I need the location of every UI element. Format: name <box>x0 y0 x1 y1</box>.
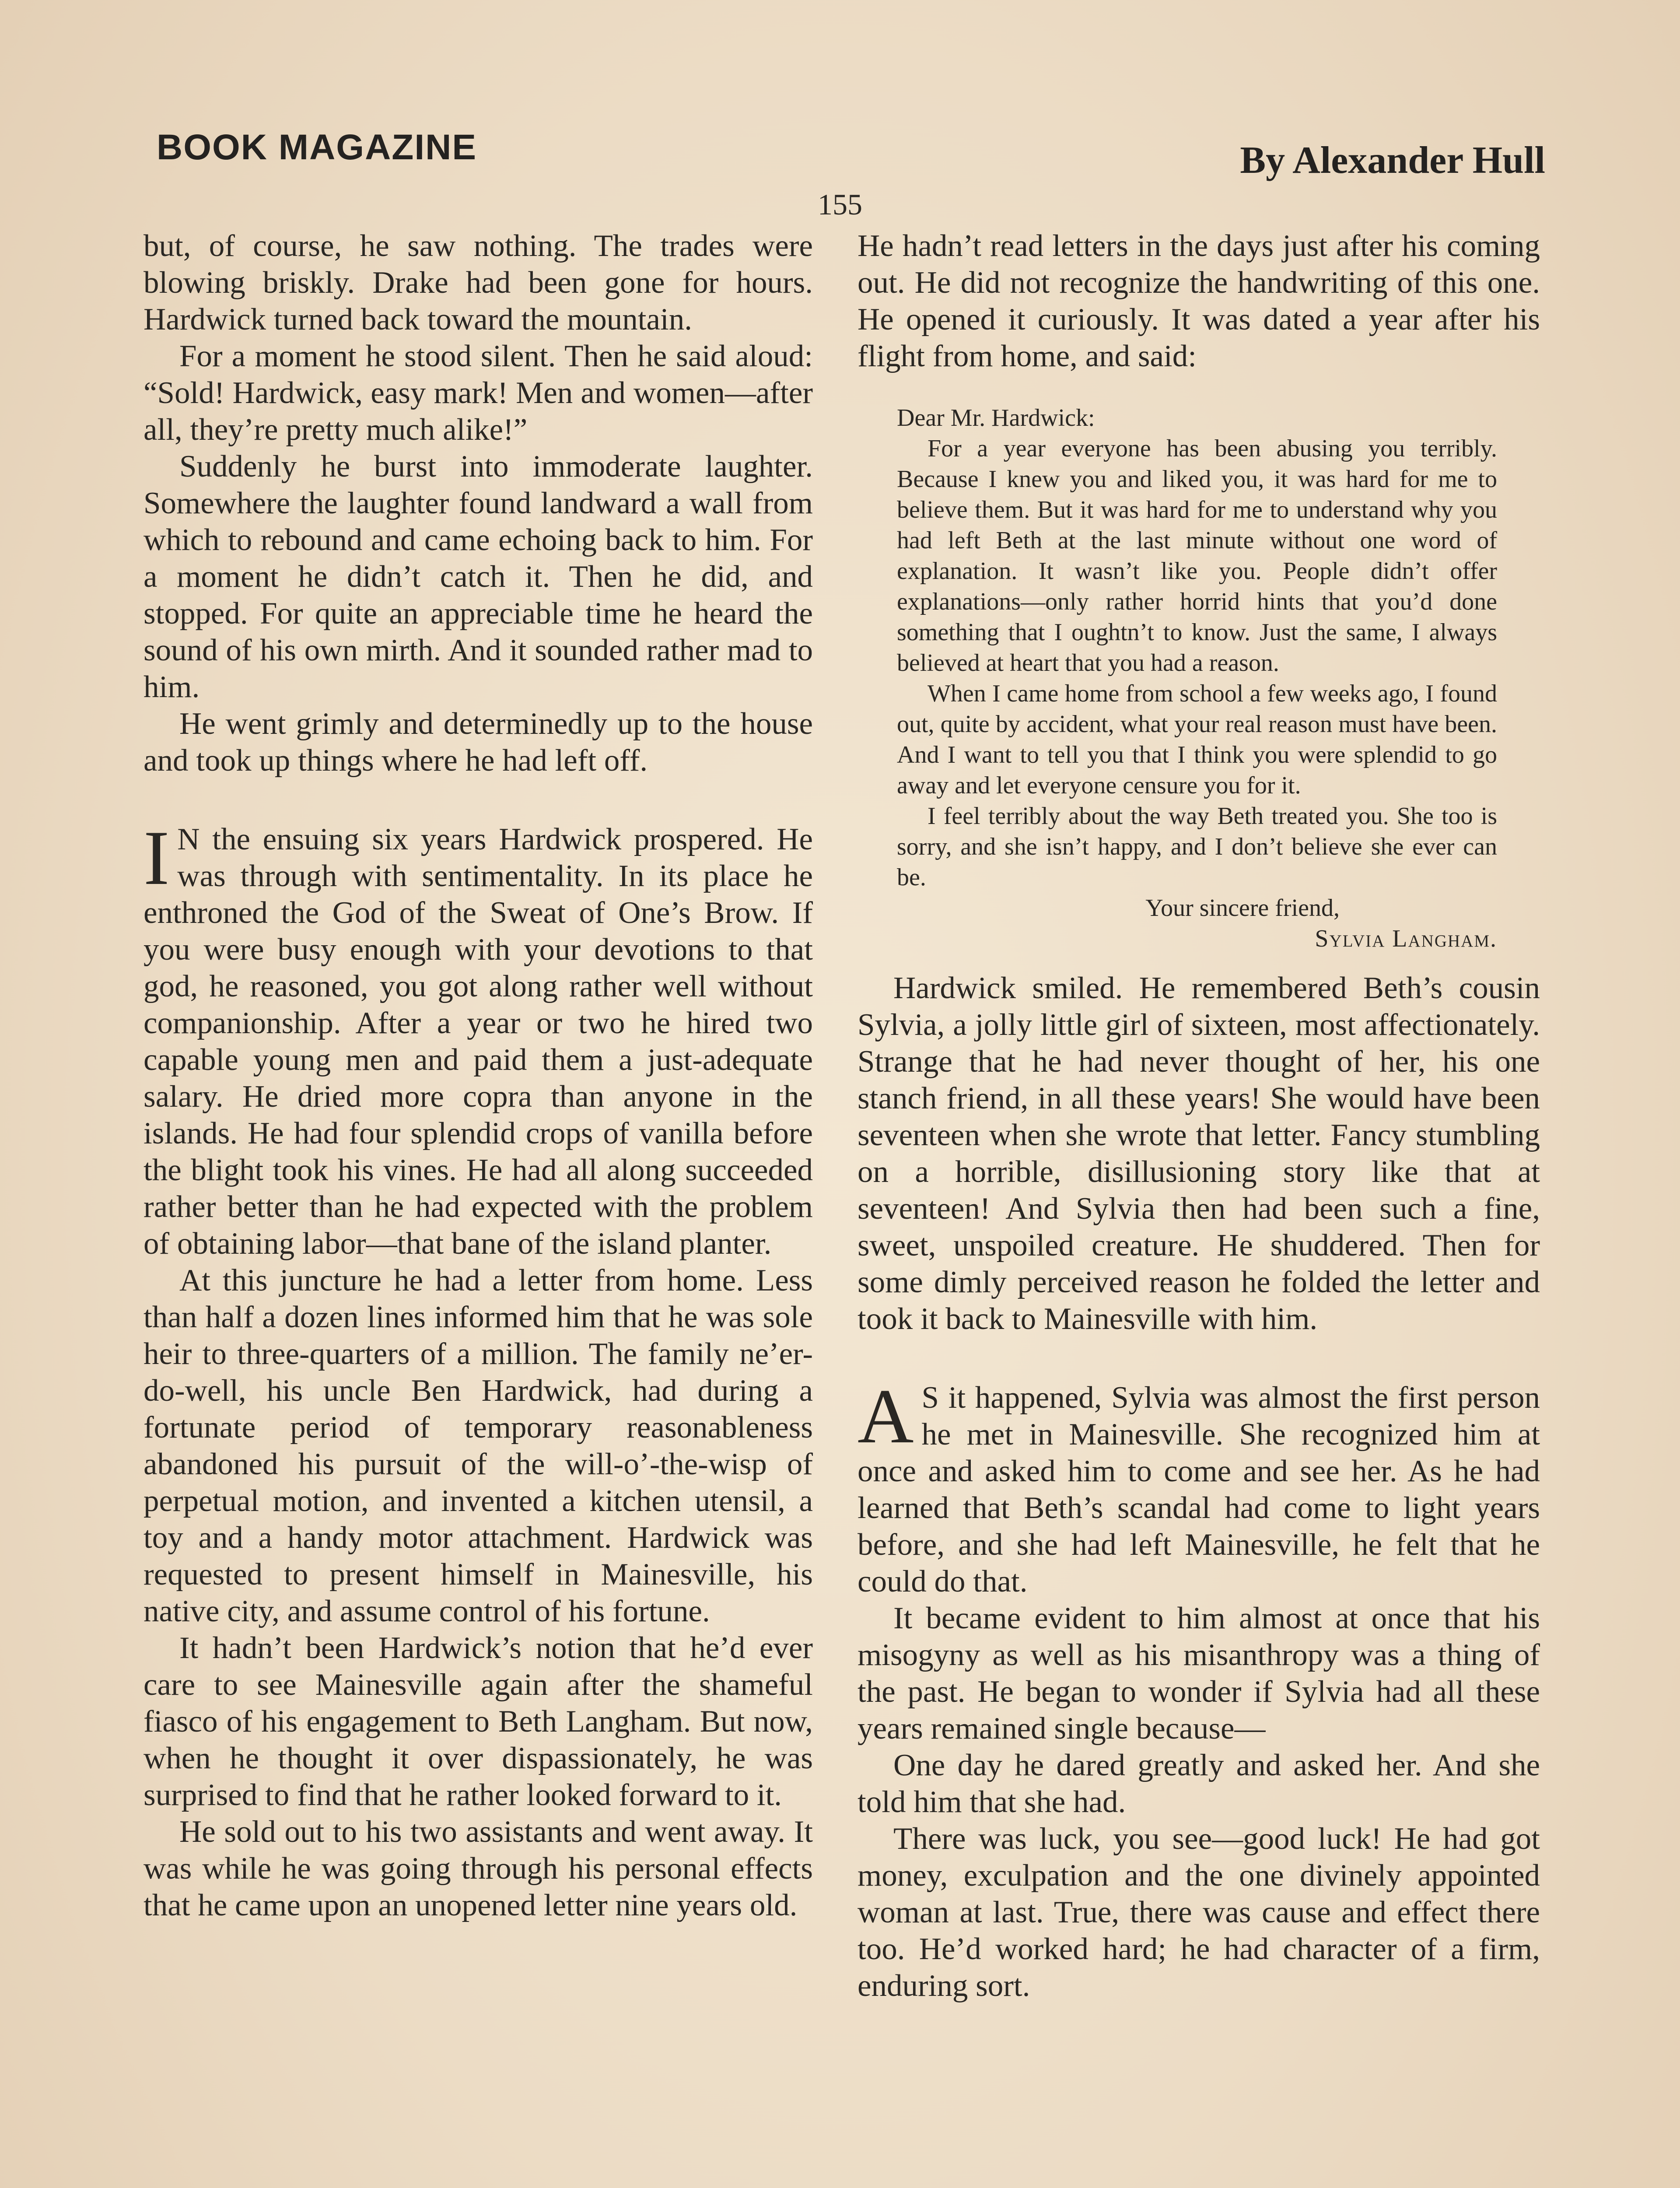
author-byline: By Alexander Hull <box>1240 139 1545 182</box>
quoted-letter <box>897 403 1497 954</box>
section-break <box>858 1337 1540 1379</box>
letter-greeting: Dear Mr. Hardwick: <box>897 404 1095 431</box>
drop-cap: I <box>144 814 170 901</box>
paragraph: He sold out to his two assistants and went away. It was while he was going through his personal effects that he came upon an unopened letter nine years old. <box>144 1815 813 1922</box>
letter-closing: Your sincere friend, <box>1145 894 1340 922</box>
letter-paragraph: I feel terribly about the way Beth treated you. She too is sorry, and she isn’t happy, and I don’t believe she ever can be. <box>897 803 1497 891</box>
paragraph: For a moment he stood silent. Then he said aloud: “Sold! Hardwick, easy mark! Men and women—after all, they’re pretty much alike!” <box>144 339 813 447</box>
letter-paragraph: For a year everyone has been abusing you terribly. Because I knew you and liked you, it was hard for me to believe them. But it was hard for me to understand why you had left Beth at the last minute without one word of explanation. It wasn’t like you. People didn’t offer explanations—only rather horrid hints that you’d done something that I oughtn’t to know. Just the same, I always believed at heart that you had a reason. <box>897 435 1497 677</box>
paragraph: but, of course, he saw nothing. The trades were blowing briskly. Drake had been gone for hours. Hardwick turned back toward the mountain. <box>144 229 813 337</box>
drop-cap: A <box>858 1373 914 1459</box>
right-column <box>858 228 1540 2004</box>
paragraph: It became evident to him almost at once that his misogyny as well as his misanthropy was a thing of the past. He began to wonder if Sylvia had all these years remained single because— <box>858 1601 1540 1746</box>
page-number: 155 <box>818 188 862 221</box>
section-opening-paragraph <box>858 1373 1540 1600</box>
paragraph: Hardwick smiled. He remembered Beth’s cousin Sylvia, a jolly little girl of sixteen, most affectionately. Strange that he had never thought of her, his one stanch friend, in all these years! She would have been seventeen when she wrote that letter. Fancy stumbling on a horrible, disillusioning story like that at seventeen! And Sylvia then had been such a fine, sweet, unspoiled creature. He shuddered. Then for some dimly perceived reason he folded the letter and took it back to Mainesville with him. <box>858 971 1540 1336</box>
section-opening-paragraph <box>144 814 813 1262</box>
left-column <box>144 228 813 1924</box>
paragraph: He went grimly and determinedly up to the house and took up things where he had left off. <box>144 707 813 778</box>
paragraph-text: N the ensuing six years Hardwick prospered. He was through with sentimentality. In its place he enthroned the God of the Sweat of One’s Brow. If you were busy enough with your devotions to that god, he reasoned, you got along rather well without companionship. After a year or two he hired two capable young men and paid them a just-adequate salary. He dried more copra than anyone in the islands. He had four splendid crops of vanilla before the blight took his vines. He had all along succeeded rather better than he had expected with the problem of obtaining labor—that bane of the island planter. <box>144 822 813 1261</box>
letter-signature: Sylvia Langham. <box>1315 925 1497 952</box>
paragraph: There was luck, you see—good luck! He had got money, exculpation and the one divinely appointed woman at last. True, there was cause and effect there too. He’d worked hard; he had character of a firm, enduring sort. <box>858 1822 1540 2003</box>
paragraph: He hadn’t read letters in the days just after his coming out. He did not recognize the handwriting of this one. He opened it curiously. It was dated a year after his flight from home, and said: <box>858 229 1540 373</box>
paragraph: It hadn’t been Hardwick’s notion that he’d ever care to see Mainesville again after the shameful fiasco of his engagement to Beth Langham. But now, when he thought it over dispassionately, he was surprised to find that he rather looked forward to it. <box>144 1631 813 1812</box>
magazine-title: BOOK MAGAZINE <box>157 127 477 167</box>
letter-paragraph: When I came home from school a few weeks ago, I found out, quite by accident, what your real reason must have been. And I want to tell you that I think you were splendid to go away and let everyone censure you for it. <box>897 680 1497 799</box>
paragraph-text: S it happened, Sylvia was almost the first person he met in Mainesville. She recognized him at once and asked him to come and see her. As he had learned that Beth’s scandal had come to light years before, and she had left Mainesville, he felt that he could do that. <box>858 1381 1540 1599</box>
paragraph: One day he dared greatly and asked her. And she told him that she had. <box>858 1748 1540 1819</box>
paragraph: Suddenly he burst into immoderate laughter. Somewhere the laughter found landward a wall from which to rebound and came echoing back to him. For a moment he didn’t catch it. Then he did, and stopped. For quite an appreciable time he heard the sound of his own mirth. And it sounded rather mad to him. <box>144 449 813 704</box>
section-break <box>144 779 813 821</box>
paragraph: At this juncture he had a letter from home. Less than half a dozen lines informed him that he was sole heir to three-quarters of a million. The family ne’er-do-well, his uncle Ben Hardwick, had during a fortunate period of temporary reasonableness abandoned his pursuit of the will-o’-the-wisp of perpetual motion, and invented a kitchen utensil, a toy and a handy motor attachment. Hardwick was requested to present himself in Mainesville, his native city, and assume control of his fortune. <box>144 1263 813 1628</box>
